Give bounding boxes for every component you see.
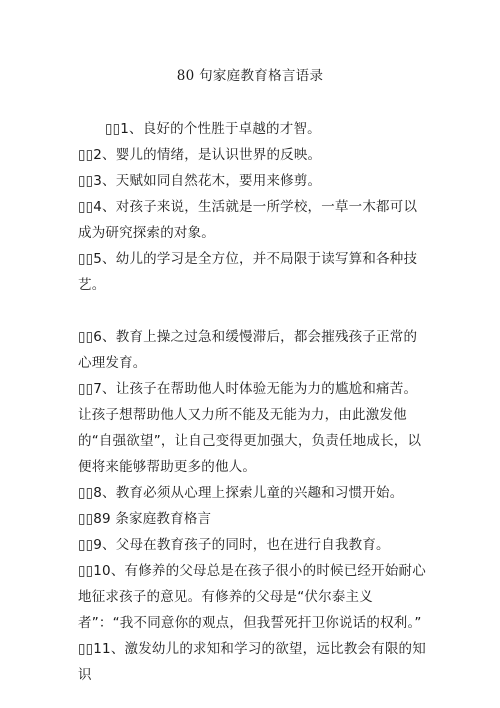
paragraph-9: ▯▯9、父母在教育孩子的同时，也在进行自我教育。 <box>78 537 390 553</box>
paragraph-6: ▯▯6、教育上操之过急和缓慢滞后，都会摧残孩子正常的心理发育。 <box>78 329 418 371</box>
paragraph-2: ▯▯2、婴儿的情绪，是认识世界的反映。 <box>78 147 322 163</box>
paragraph-4: ▯▯4、对孩子来说，生活就是一所学校，一草一木都可以成为研究探索的对象。 <box>78 199 418 241</box>
paragraph-11: ▯▯11、激发幼儿的求知和学习的欲望，远比教会有限的知识 <box>78 641 426 683</box>
paragraph-gap <box>78 298 428 324</box>
paragraph-1: ▯▯1、良好的个性胜于卓越的才智。 <box>105 121 321 137</box>
document-title: 80 句家庭教育格言语录 <box>176 68 324 84</box>
paragraph-subheading: ▯▯89 条家庭教育格言 <box>78 511 212 527</box>
paragraph-10: ▯▯10、有修养的父母总是在孩子很小的时候已经开始耐心地征求孩子的意见。有修养的父母是“伏尔泰主义者”：“我不同意你的观点，但我誓死扞卫你说话的权利。” <box>78 563 426 631</box>
document-body <box>78 116 428 688</box>
paragraph-8: ▯▯8、教育必须从心理上探索儿童的兴趣和习惯开始。 <box>78 485 404 501</box>
paragraph-3: ▯▯3、天赋如同自然花木，要用来修剪。 <box>78 173 322 189</box>
paragraph-7: ▯▯7、让孩子在帮助他人时体验无能为力的尴尬和痛苦。让孩子想帮助他人又力所不能及无能为力，由此激发他的“自强欲望”，让自己变得更加强大，负责任地成长，以便将来能够帮助更多的他人。 <box>78 381 422 475</box>
paragraph-5: ▯▯5、幼儿的学习是全方位，并不局限于读写算和各种技艺。 <box>78 251 418 293</box>
